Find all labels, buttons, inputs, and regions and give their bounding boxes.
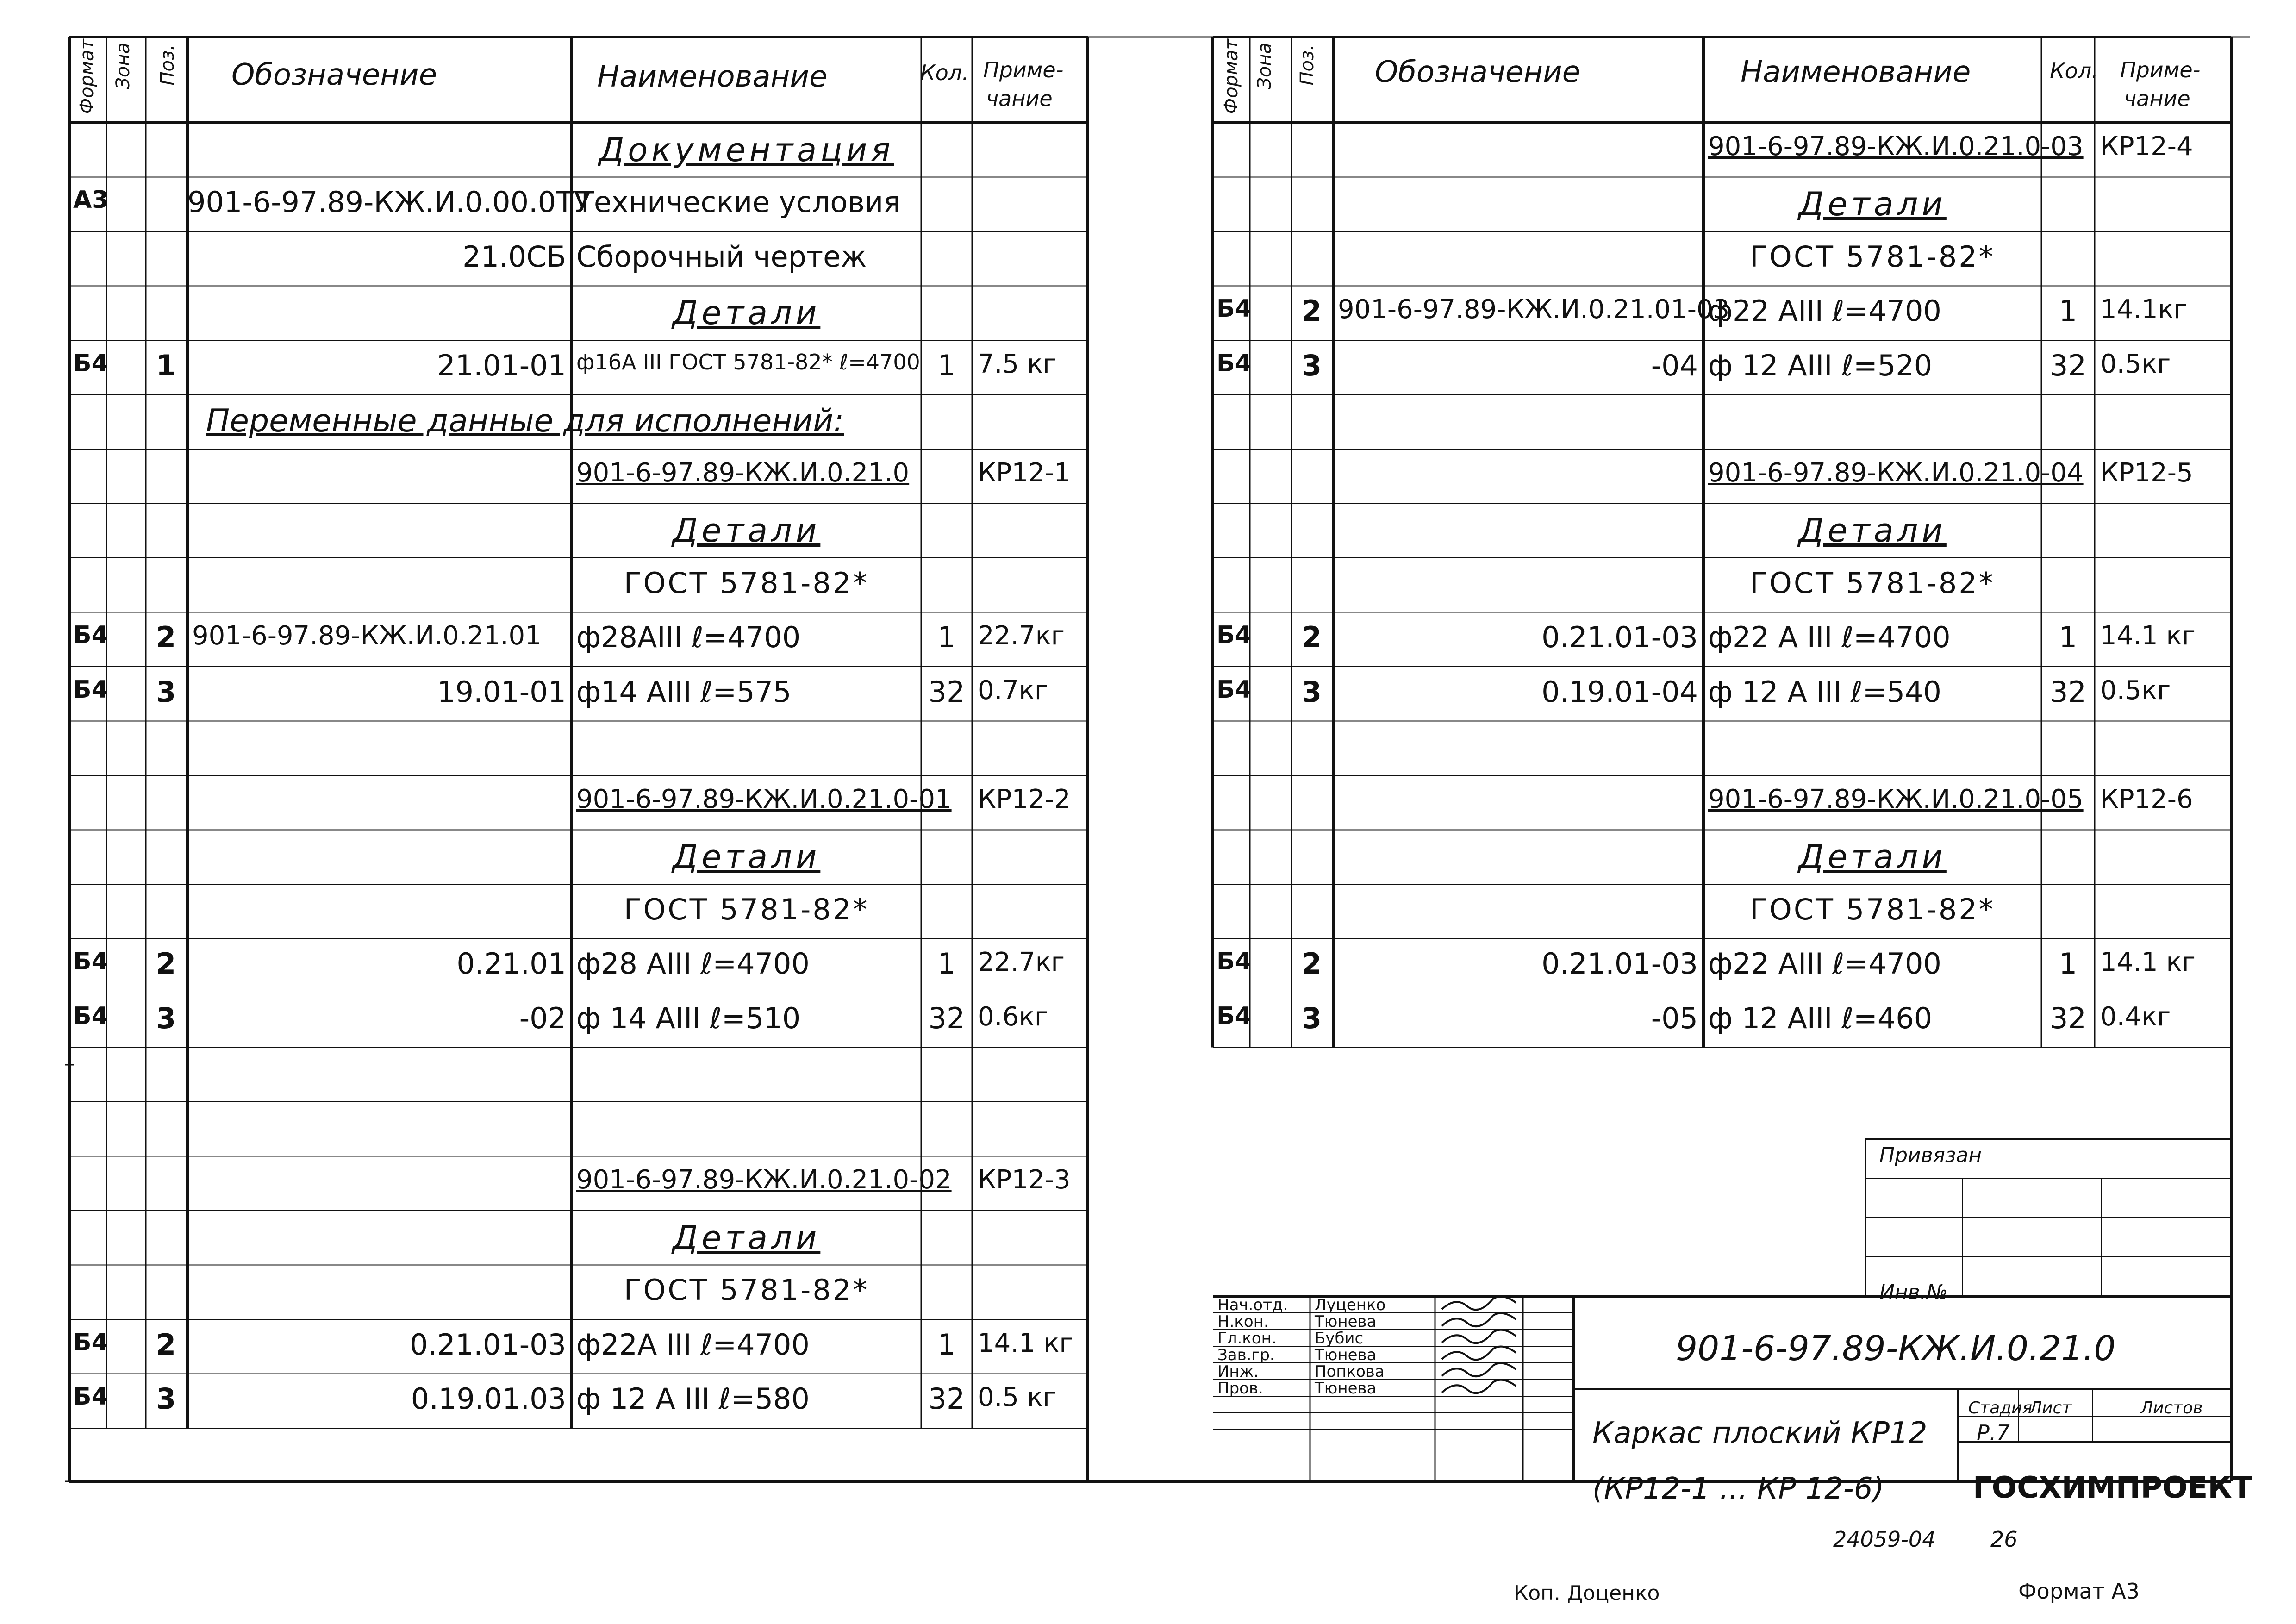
quantity-cell: 32	[928, 1001, 965, 1035]
archive-no: 24059-04	[1833, 1527, 1936, 1552]
stamp-role: Гл.кон.	[1217, 1329, 1277, 1348]
stamp-name: Луценко	[1315, 1296, 1386, 1314]
signature	[1442, 1297, 1516, 1310]
designation-cell: 0.21.01-03	[410, 1327, 566, 1362]
name-cell: Детали	[1798, 512, 1947, 550]
quantity-cell: 32	[928, 675, 965, 709]
name-cell: Сборочный чертеж	[576, 239, 867, 274]
position-cell: 3	[1302, 675, 1322, 709]
format-cell: Б4	[73, 1328, 108, 1356]
note-cell: 14.1 кг	[2100, 947, 2196, 977]
name-cell: ГОСТ 5781-82*	[624, 1273, 869, 1307]
format-cell: Б4	[1217, 349, 1252, 377]
stage-value: Р.7	[1977, 1420, 2010, 1445]
name-cell: ГОСТ 5781-82*	[1750, 566, 1995, 600]
format-cell: Б4	[73, 1002, 108, 1030]
note-cell: 14.1 кг	[2100, 621, 2196, 651]
designation-cell: 0.21.01	[456, 947, 566, 981]
format-label: Формат А3	[2018, 1579, 2140, 1604]
archive-page: 26	[1990, 1527, 2018, 1552]
name-cell: ГОСТ 5781-82*	[624, 566, 869, 600]
name-cell: Детали	[1798, 185, 1947, 223]
note-cell: КР12-5	[2100, 457, 2193, 488]
name-cell: ф14 АIII ℓ=575	[576, 675, 792, 709]
position-cell: 2	[156, 1327, 176, 1362]
designation-cell: 0.19.01.03	[411, 1382, 566, 1416]
name-cell: ф 14 АIII ℓ=510	[576, 1001, 801, 1035]
format-cell: Б4	[1217, 675, 1252, 704]
name-cell: ф22 АIII ℓ=4700	[1708, 947, 1941, 981]
name-cell: ГОСТ 5781-82*	[1750, 892, 1995, 926]
name-cell: 901-6-97.89-КЖ.И.0.21.0-01	[576, 784, 952, 814]
quantity-cell: 32	[928, 1382, 965, 1416]
header-note1-left: Приме-	[983, 57, 1064, 82]
format-cell: Б4	[73, 349, 108, 377]
note-cell: 7.5 кг	[978, 349, 1057, 379]
header-qty-right: Кол.	[2050, 58, 2098, 83]
name-cell: ф22 АIII ℓ=4700	[1708, 294, 1941, 328]
name-cell: ГОСТ 5781-82*	[624, 892, 869, 926]
note-cell: 22.7кг	[978, 947, 1065, 977]
note-cell: КР12-6	[2100, 784, 2193, 814]
header-qty-left: Кол.	[920, 60, 969, 85]
quantity-cell: 1	[2059, 294, 2078, 328]
name-cell: Детали	[672, 294, 821, 332]
format-cell: А3	[73, 186, 109, 214]
designation-cell: -05	[1651, 1001, 1698, 1035]
note-cell: 0.4кг	[2100, 1001, 2171, 1032]
header-note2-left: чание	[986, 86, 1053, 111]
stamp-role: Пров.	[1217, 1379, 1263, 1398]
name-cell: ф22 А III ℓ=4700	[1708, 620, 1951, 654]
header-format-right: Формат	[1221, 39, 1242, 114]
position-cell: 3	[156, 675, 176, 709]
note-cell: КР12-2	[978, 784, 1071, 814]
format-cell: Б4	[73, 948, 108, 975]
signature	[1442, 1330, 1516, 1343]
header-name-right: Наименование	[1741, 55, 1971, 89]
stamp-name: Тюнева	[1315, 1312, 1377, 1331]
name-cell: 901-6-97.89-КЖ.И.0.21.0-04	[1708, 457, 2084, 488]
name-cell: Детали	[672, 838, 821, 876]
signature	[1442, 1313, 1516, 1327]
position-cell: 1	[156, 348, 176, 382]
note-cell: 0.7кг	[978, 675, 1048, 706]
quantity-cell: 1	[2059, 620, 2078, 654]
name-cell: Детали	[672, 1218, 821, 1257]
name-cell: ф28 АIII ℓ=4700	[576, 947, 810, 981]
stamp-role: Инж.	[1217, 1362, 1259, 1381]
position-cell: 2	[156, 620, 176, 654]
quantity-cell: 1	[937, 620, 956, 654]
name-cell: ф 12 АIII ℓ=520	[1708, 348, 1933, 382]
designation-cell: -02	[519, 1001, 566, 1035]
note-cell: КР12-3	[978, 1165, 1071, 1195]
designation-cell: 0.21.01-03	[1541, 620, 1698, 654]
stamp-name: Тюнева	[1315, 1346, 1377, 1364]
header-designation-right: Обозначение	[1375, 55, 1581, 89]
stamp-role: Зав.гр.	[1217, 1346, 1275, 1364]
header-note1-right: Приме-	[2120, 57, 2201, 82]
position-cell: 2	[1302, 947, 1322, 981]
name-cell: ГОСТ 5781-82*	[1750, 239, 1995, 274]
header-zone-left: Зона	[112, 43, 134, 89]
stamp-role: Нач.отд.	[1217, 1296, 1288, 1314]
designation-cell: -04	[1651, 348, 1698, 382]
format-cell: Б4	[73, 1383, 108, 1411]
stage-label: Стадия	[1968, 1399, 2033, 1418]
sheet-label: Лист	[2029, 1399, 2072, 1418]
note-cell: 14.1кг	[2100, 294, 2187, 325]
note-cell: 0.5кг	[2100, 349, 2171, 379]
name-cell: Документация	[599, 131, 894, 169]
quantity-cell: 1	[937, 1327, 956, 1362]
stamp-name: Тюнева	[1315, 1379, 1377, 1398]
format-cell: Б4	[1217, 295, 1252, 323]
position-cell: 3	[1302, 1001, 1322, 1035]
signature	[1442, 1380, 1516, 1393]
header-note2-right: чание	[2124, 86, 2190, 111]
header-format-left: Формат	[76, 39, 98, 114]
name-cell: Детали	[672, 512, 821, 550]
quantity-cell: 1	[2059, 947, 2078, 981]
position-cell: 3	[1302, 348, 1322, 382]
header-name-left: Наименование	[597, 60, 828, 94]
doc-code: 901-6-97.89-КЖ.И.0.21.0	[1676, 1329, 2116, 1368]
signature	[1442, 1347, 1516, 1360]
name-cell: Детали	[1798, 838, 1947, 876]
name-cell: 901-6-97.89-КЖ.И.0.21.0	[576, 457, 910, 488]
inv-no-label: Инв.№	[1879, 1280, 1948, 1304]
header-pos-right: Поз.	[1297, 44, 1318, 86]
name-cell: ф 12 А III ℓ=580	[576, 1382, 810, 1416]
quantity-cell: 32	[2050, 1001, 2086, 1035]
note-cell: 0.6кг	[978, 1001, 1048, 1032]
name-cell: ф 12 А III ℓ=540	[1708, 675, 1941, 709]
name-cell: ф22А III ℓ=4700	[576, 1327, 810, 1362]
position-cell: 2	[1302, 294, 1322, 328]
variable-data-heading: Переменные данные для исполнений:	[206, 403, 844, 439]
sheets-label: Листов	[2140, 1399, 2203, 1418]
name-cell: 901-6-97.89-КЖ.И.0.21.0-05	[1708, 784, 2084, 814]
position-cell: 2	[1302, 620, 1322, 654]
header-zone-right: Зона	[1254, 43, 1275, 89]
format-cell: Б4	[1217, 948, 1252, 975]
position-cell: 2	[156, 947, 176, 981]
format-cell: Б4	[1217, 621, 1252, 649]
designation-cell: 0.21.01-03	[1541, 947, 1698, 981]
name-cell: ф 12 АIII ℓ=460	[1708, 1001, 1933, 1035]
copied-by: Коп. Доценко	[1514, 1581, 1660, 1605]
note-cell: 22.7кг	[978, 621, 1065, 651]
note-cell: КР12-4	[2100, 131, 2193, 162]
drawing-title-2: (КР12-1 ... КР 12-6)	[1592, 1472, 1884, 1506]
designation-cell: 19.01-01	[437, 675, 566, 709]
designation-cell: 0.19.01-04	[1541, 675, 1698, 709]
quantity-cell: 32	[2050, 675, 2086, 709]
format-cell: Б4	[1217, 1002, 1252, 1030]
header-pos-left: Поз.	[157, 44, 178, 86]
name-cell: 901-6-97.89-КЖ.И.0.21.0-03	[1708, 131, 2084, 162]
note-cell: 0.5кг	[2100, 675, 2171, 706]
stamp-name: Бубис	[1315, 1329, 1364, 1348]
stamp-role: Н.кон.	[1217, 1312, 1269, 1331]
designation-cell: 21.0СБ	[462, 239, 566, 274]
privyazan-label: Привязан	[1879, 1143, 1982, 1167]
name-cell: ф28АIII ℓ=4700	[576, 620, 801, 654]
position-cell: 3	[156, 1001, 176, 1035]
name-cell: Технические условия	[576, 185, 901, 219]
organization: ГОСХИМПРОЕКТ	[1973, 1471, 2252, 1505]
name-cell: 901-6-97.89-КЖ.И.0.21.0-02	[576, 1165, 952, 1195]
format-cell: Б4	[73, 621, 108, 649]
note-cell: КР12-1	[978, 457, 1071, 488]
quantity-cell: 1	[937, 947, 956, 981]
signature	[1442, 1363, 1516, 1377]
drawing-title-1: Каркас плоский КР12	[1592, 1416, 1928, 1450]
note-cell: 14.1 кг	[978, 1328, 1073, 1358]
designation-cell: 901-6-97.89-КЖ.И.0.21.01	[192, 621, 542, 651]
name-cell: ф16А III ГОСТ 5781-82* ℓ=4700	[576, 349, 920, 375]
designation-cell: 901-6-97.89-КЖ.И.0.21.01-03	[1338, 294, 1730, 325]
designation-cell: 901-6-97.89-КЖ.И.0.00.0ТУ	[187, 185, 591, 219]
designation-cell: 21.01-01	[437, 348, 566, 382]
position-cell: 3	[156, 1382, 176, 1416]
quantity-cell: 32	[2050, 348, 2086, 382]
note-cell: 0.5 кг	[978, 1382, 1057, 1412]
quantity-cell: 1	[937, 348, 956, 382]
stamp-name: Попкова	[1315, 1362, 1385, 1381]
header-designation-left: Обозначение	[231, 58, 437, 92]
format-cell: Б4	[73, 675, 108, 704]
